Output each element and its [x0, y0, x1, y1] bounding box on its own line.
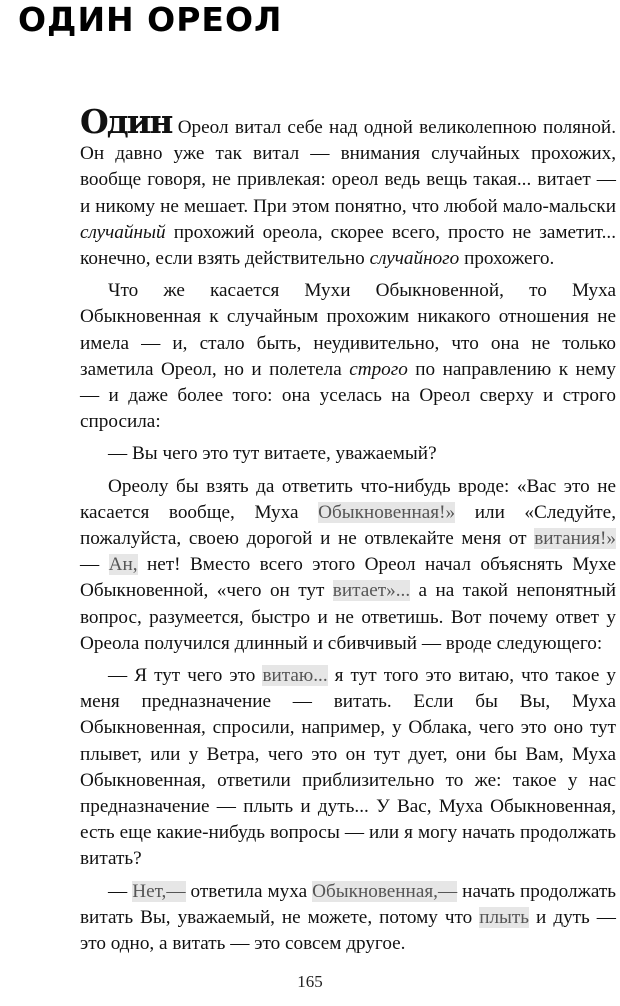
faded-text: Обыкновенная,—	[312, 880, 458, 902]
paragraph-2	[80, 278, 616, 435]
paragraph-5	[80, 663, 616, 873]
text-run: начать продолжать витать Вы, уважаемый, не можете, потому что	[80, 880, 617, 928]
faded-text: Обыкновенная!»	[318, 501, 456, 523]
italic-word: строго	[349, 358, 408, 380]
text-run: я тут того это витаю, что такое у меня предназначение — витать. Если бы Вы, Муха Обыкновенная, спросили, например, у Облака, чего это оно тут плывет, или у Ветра, чего это он тут дует, они бы Вам, Муха Обыкновенная, ответили приблизительно то же: такое у нас предназначение — плыть и дуть... У Вас, Муха Обыкновенная, есть еще какие-нибудь вопросы — или я могу начать продолжать витать?	[80, 665, 616, 870]
faded-text: плыть	[479, 906, 530, 928]
text-run: Ореолу бы взять да ответить что-нибудь вроде: «Вас это не касается вообще, Муха	[80, 475, 616, 523]
paragraph-1	[80, 102, 616, 272]
text-run: Что же касается Мухи Обыкновенной, то Муха Обыкновенная к случайным прохожим никакого отношения не имела — и, стало быть, неудивительно, что она не только заметила Ореол, но и полетела	[80, 280, 616, 380]
paragraph-3: — Вы чего это тут витаете, уважаемый?	[108, 443, 437, 465]
chapter-title: ОДИН ОРЕОЛ	[18, 0, 283, 39]
text-run: Ореол витал себе над одной великолепною поляной. Он давно уже так витал — внимания случайных прохожих, вообще говоря, не привлекая: ореол ведь вещь такая... витает — и никому не мешает. При этом понятно, что любой мало-мальски	[80, 117, 616, 217]
paragraph-6	[80, 879, 616, 958]
text-run: — Я тут чего это	[108, 665, 263, 687]
text-run: и дуть — это одно, а витать — это совсем другое.	[80, 906, 616, 955]
chapter-text	[80, 102, 617, 963]
text-run: по направлению к нему — и даже более того: она уселась на Ореол сверху и строго спросила:	[80, 358, 616, 433]
text-run: а на такой непонятный вопрос, разумеется, быстро и не ответишь. Вот почему ответ у Ореола получился длинный и сбивчивый — вроде следующего:	[80, 580, 617, 654]
faded-text: витаю...	[262, 665, 328, 687]
paragraph-4	[80, 474, 616, 657]
italic-word: случайный	[80, 221, 166, 243]
faded-text: Ан,	[108, 554, 138, 576]
dropcap-word: Один	[80, 102, 172, 141]
text-run: или «Следуйте, пожалуйста, своею дорогой и не отвлекайте меня от	[80, 501, 616, 550]
text-run: прохожего.	[459, 248, 555, 270]
text-run: —	[80, 554, 109, 576]
italic-word: случайного	[369, 248, 460, 270]
text-run: прохожий ореола, скорее всего, просто не заметит... конечно, если взять действительно	[80, 221, 616, 270]
text-run: нет! Вместо всего этого Ореол начал объяснять Мухе Обыкновенной, «чего он тут	[80, 554, 617, 602]
faded-text: витает»...	[332, 580, 411, 602]
text-run: ответила муха	[185, 880, 313, 902]
faded-text: Нет,—	[132, 880, 186, 902]
page-number: 165	[297, 972, 323, 991]
text-run: —	[108, 880, 133, 902]
faded-text: витания!»	[534, 528, 616, 550]
